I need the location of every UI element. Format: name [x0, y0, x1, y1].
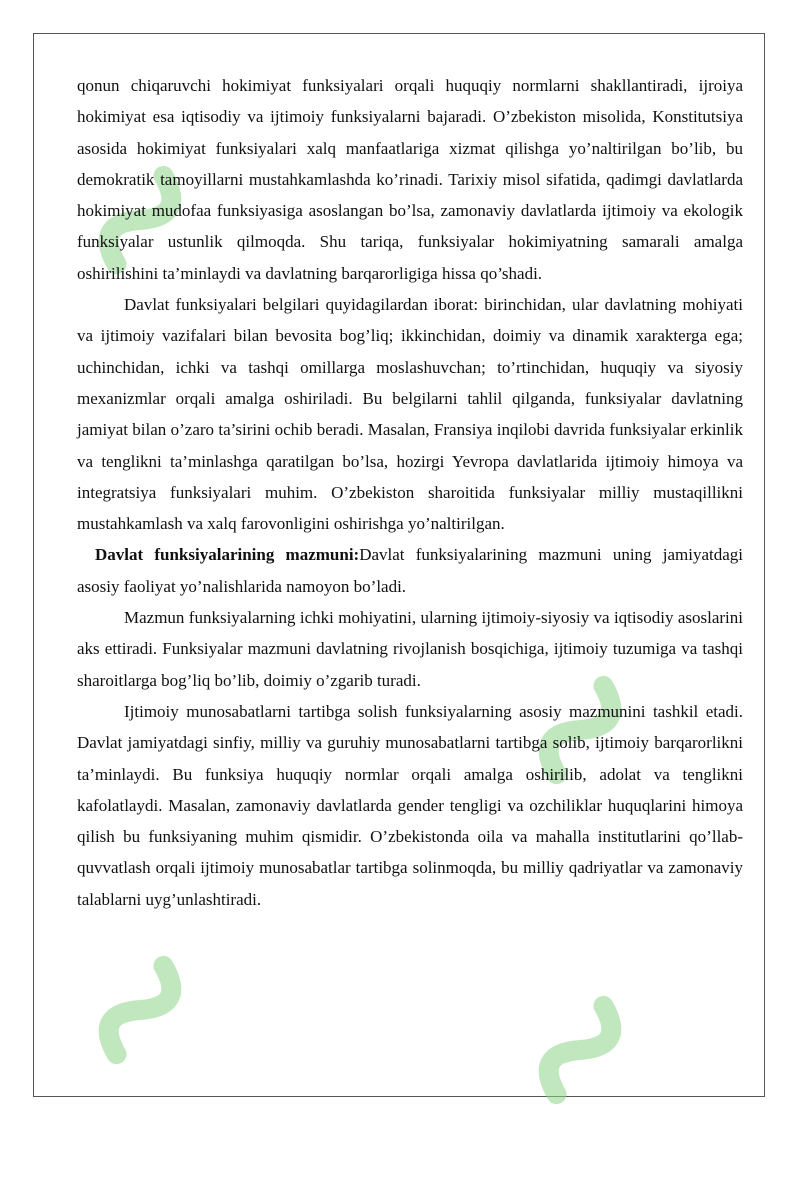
paragraph-5: Ijtimoiy munosabatlarni tartibga solish funksiyalarning asosiy mazmunini tashkil etadi. Davlat jamiyatdagi sinfiy, milliy va guruhiy munosabatlarni tartibga solib, ijtimoiy barqarorlikni ta’minlaydi. Bu funksiya huquqiy normlar orqali amalga oshirilib, adolat va tenglikni kafolatlaydi. Masalan, zamonaviy davlatlarda gender tengligi va ozchiliklar huquqlarini himoya qilish bu funksiyaning muhim qismidir. O’zbekistonda oila va mahalla institutlarini qo’llab-quvvatlash orqali ijtimoiy munosabatlar tartibga solinmoqda, bu milliy qadriyatlar va zamonaviy talablarni uyg’unlashtiradi. — [77, 701, 743, 909]
paragraph-3 — [77, 539, 743, 602]
paragraph-4: Mazmun funksiyalarning ichki mohiyatini, ularning ijtimoiy-siyosiy va iqtisodiy asoslarini aks ettiradi. Funksiyalar mazmuni davlatning rivojlanish bosqichiga, ijtimoiy tuzumiga va tashqi sharoitlarga bog’liq bo’lib, doimiy o’zgarib turadi. — [77, 608, 743, 690]
paragraph-2: Davlat funksiyalari belgilari quyidagilardan iborat: birinchidan, ular davlatning mohiyati va ijtimoiy vazifalari bilan bevosita bog’liq; ikkinchidan, doimiy va dinamik xarakterga ega; uchinchidan, ichki va tashqi omillarga moslashuvchan; to’rtinchidan, huquqiy va siyosiy mexanizmlar orqali amalga oshiriladi. Bu belgilarni tahlil qilganda, funksiyalar davlatning jamiyat bilan o’zaro ta’sirini ochib beradi. Masalan, Fransiya inqilobi davrida funksiyalar erkinlik va tenglikni ta’minlashga qaratilgan bo’lsa, hozirgi Yevropa davlatlarida ijtimoiy himoya va integratsiya funksiyalari muhim. O’zbekiston sharoitida funksiyalar milliy mustaqillikni mustahkamlash va xalq farovonligini oshirishga yo’naltirilgan. — [77, 295, 743, 534]
section-heading-text: Davlat funksiyalarining mazmuni uning jamiyatdagi asosiy faoliyat yo’nalishlarida namoyon bo’ladi. — [77, 545, 743, 596]
document-body — [77, 70, 743, 915]
section-heading: Davlat funksiyalarining mazmuni: — [95, 545, 360, 565]
paragraph-1: qonun chiqaruvchi hokimiyat funksiyalari orqali huquqiy normlarni shakllantiradi, ijroiya hokimiyat esa iqtisodiy va ijtimoiy funksiyalarni bajaradi. O’zbekiston misolida, Konstitutsiya asosida hokimiyat funksiyalari xalq manfaatlariga xizmat qilishga yo’naltirilgan bo’lib, bu demokratik tamoyillarni mustahkamlashda ko’rinadi. Tarixiy misol sifatida, qadimgi davlatlarda hokimiyat mudofaa funksiyasiga asoslangan bo’lsa, zamonaviy davlatlarda ijtimoiy va ekologik funksiyalar ustunlik qilmoqda. Shu tariqa, funksiyalar hokimiyatning samarali amalga oshirilishini ta’minlaydi va davlatning barqarorligiga hissa qo’shadi. — [77, 76, 743, 283]
